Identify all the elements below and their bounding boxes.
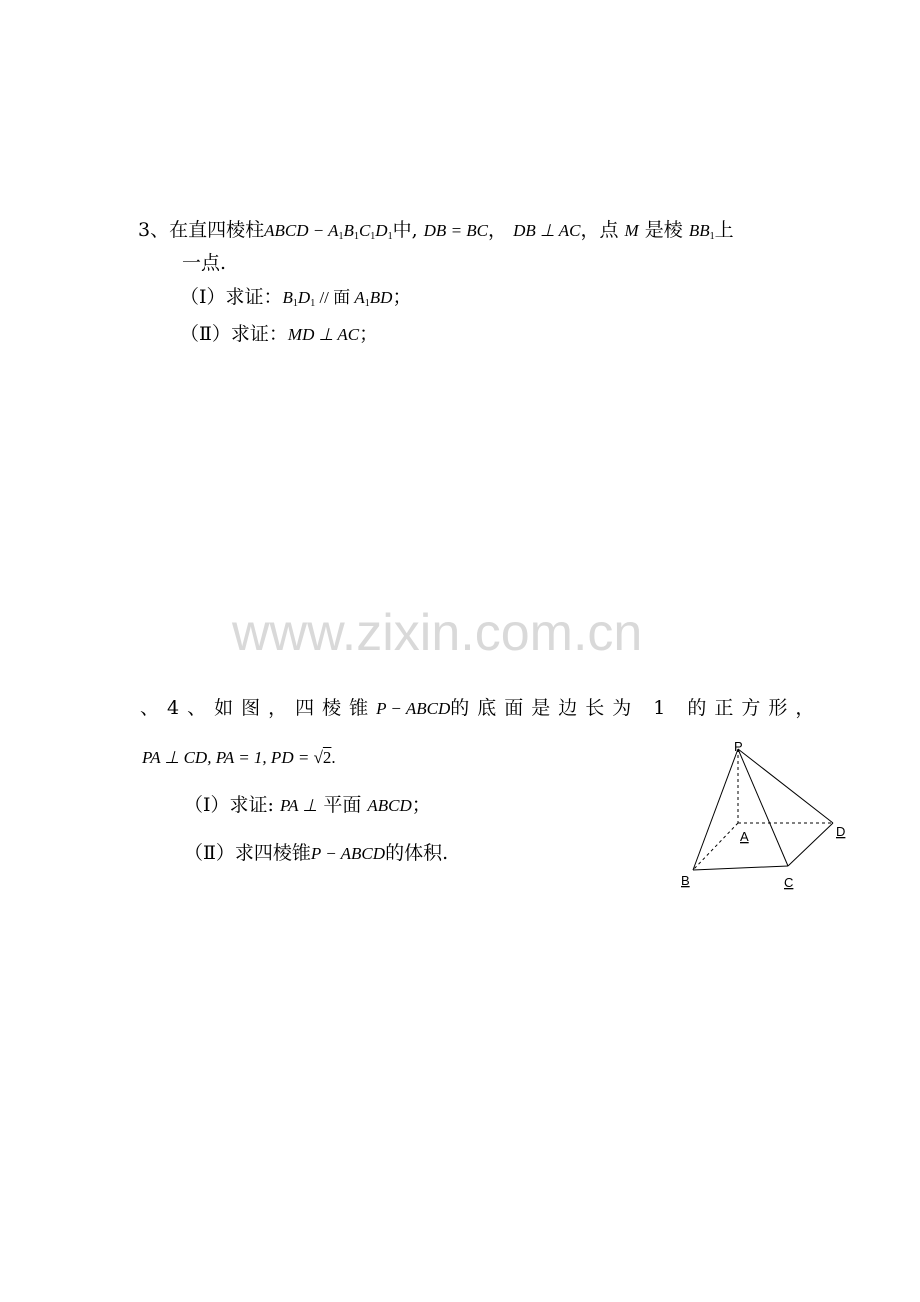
problem3-part2: （Ⅱ）求证：MD ⊥ AC； [180, 323, 379, 345]
problem4-part1: （Ⅰ）求证: PA ⊥ 平面 ABCD； [184, 794, 431, 816]
label-b: B [681, 873, 690, 888]
problem3-part1: （Ⅰ）求证：$B_1D_1$ // 面 $A_1BD$； [180, 286, 412, 309]
edge-cd [788, 823, 833, 866]
edge-ab [693, 823, 738, 870]
problem4-statement: 、4、如图，四棱锥P − ABCD的底面是边长为 1 的正方形， [140, 697, 823, 719]
problem3-statement: 3、在直四棱柱ABCD − $A_1B_1C_1D_1$中, DB = BC， DB ⊥ AC，点 M 是棱 $BB_1$上 [138, 219, 734, 242]
watermark: www.zixin.com.cn [232, 604, 643, 662]
edge-pd [738, 749, 833, 823]
edge-bc [693, 866, 788, 870]
edge-bb1: $BB_1$ [688, 221, 715, 242]
problem4-part2: （Ⅱ）求四棱锥P − ABCD的体积. [184, 842, 449, 864]
label-p: P [734, 739, 743, 754]
sqrt-sign: √ [313, 748, 323, 767]
label-c: C [784, 875, 794, 890]
problem4-conditions: PA ⊥ CD, PA = 1, PD = √2. [142, 748, 336, 767]
pyramid-figure [670, 735, 860, 895]
label-a: A [740, 829, 749, 844]
condition-db-perp-ac: DB ⊥ AC [513, 221, 581, 240]
edge-pb [693, 749, 738, 870]
label-d: D [836, 824, 846, 839]
edge-pc [738, 749, 788, 866]
problem3-continuation: 一点. [182, 252, 227, 274]
prism-name: ABCD − $A_1B_1C_1D_1$ [264, 221, 393, 242]
condition-db-bc: DB = BC [423, 221, 489, 240]
